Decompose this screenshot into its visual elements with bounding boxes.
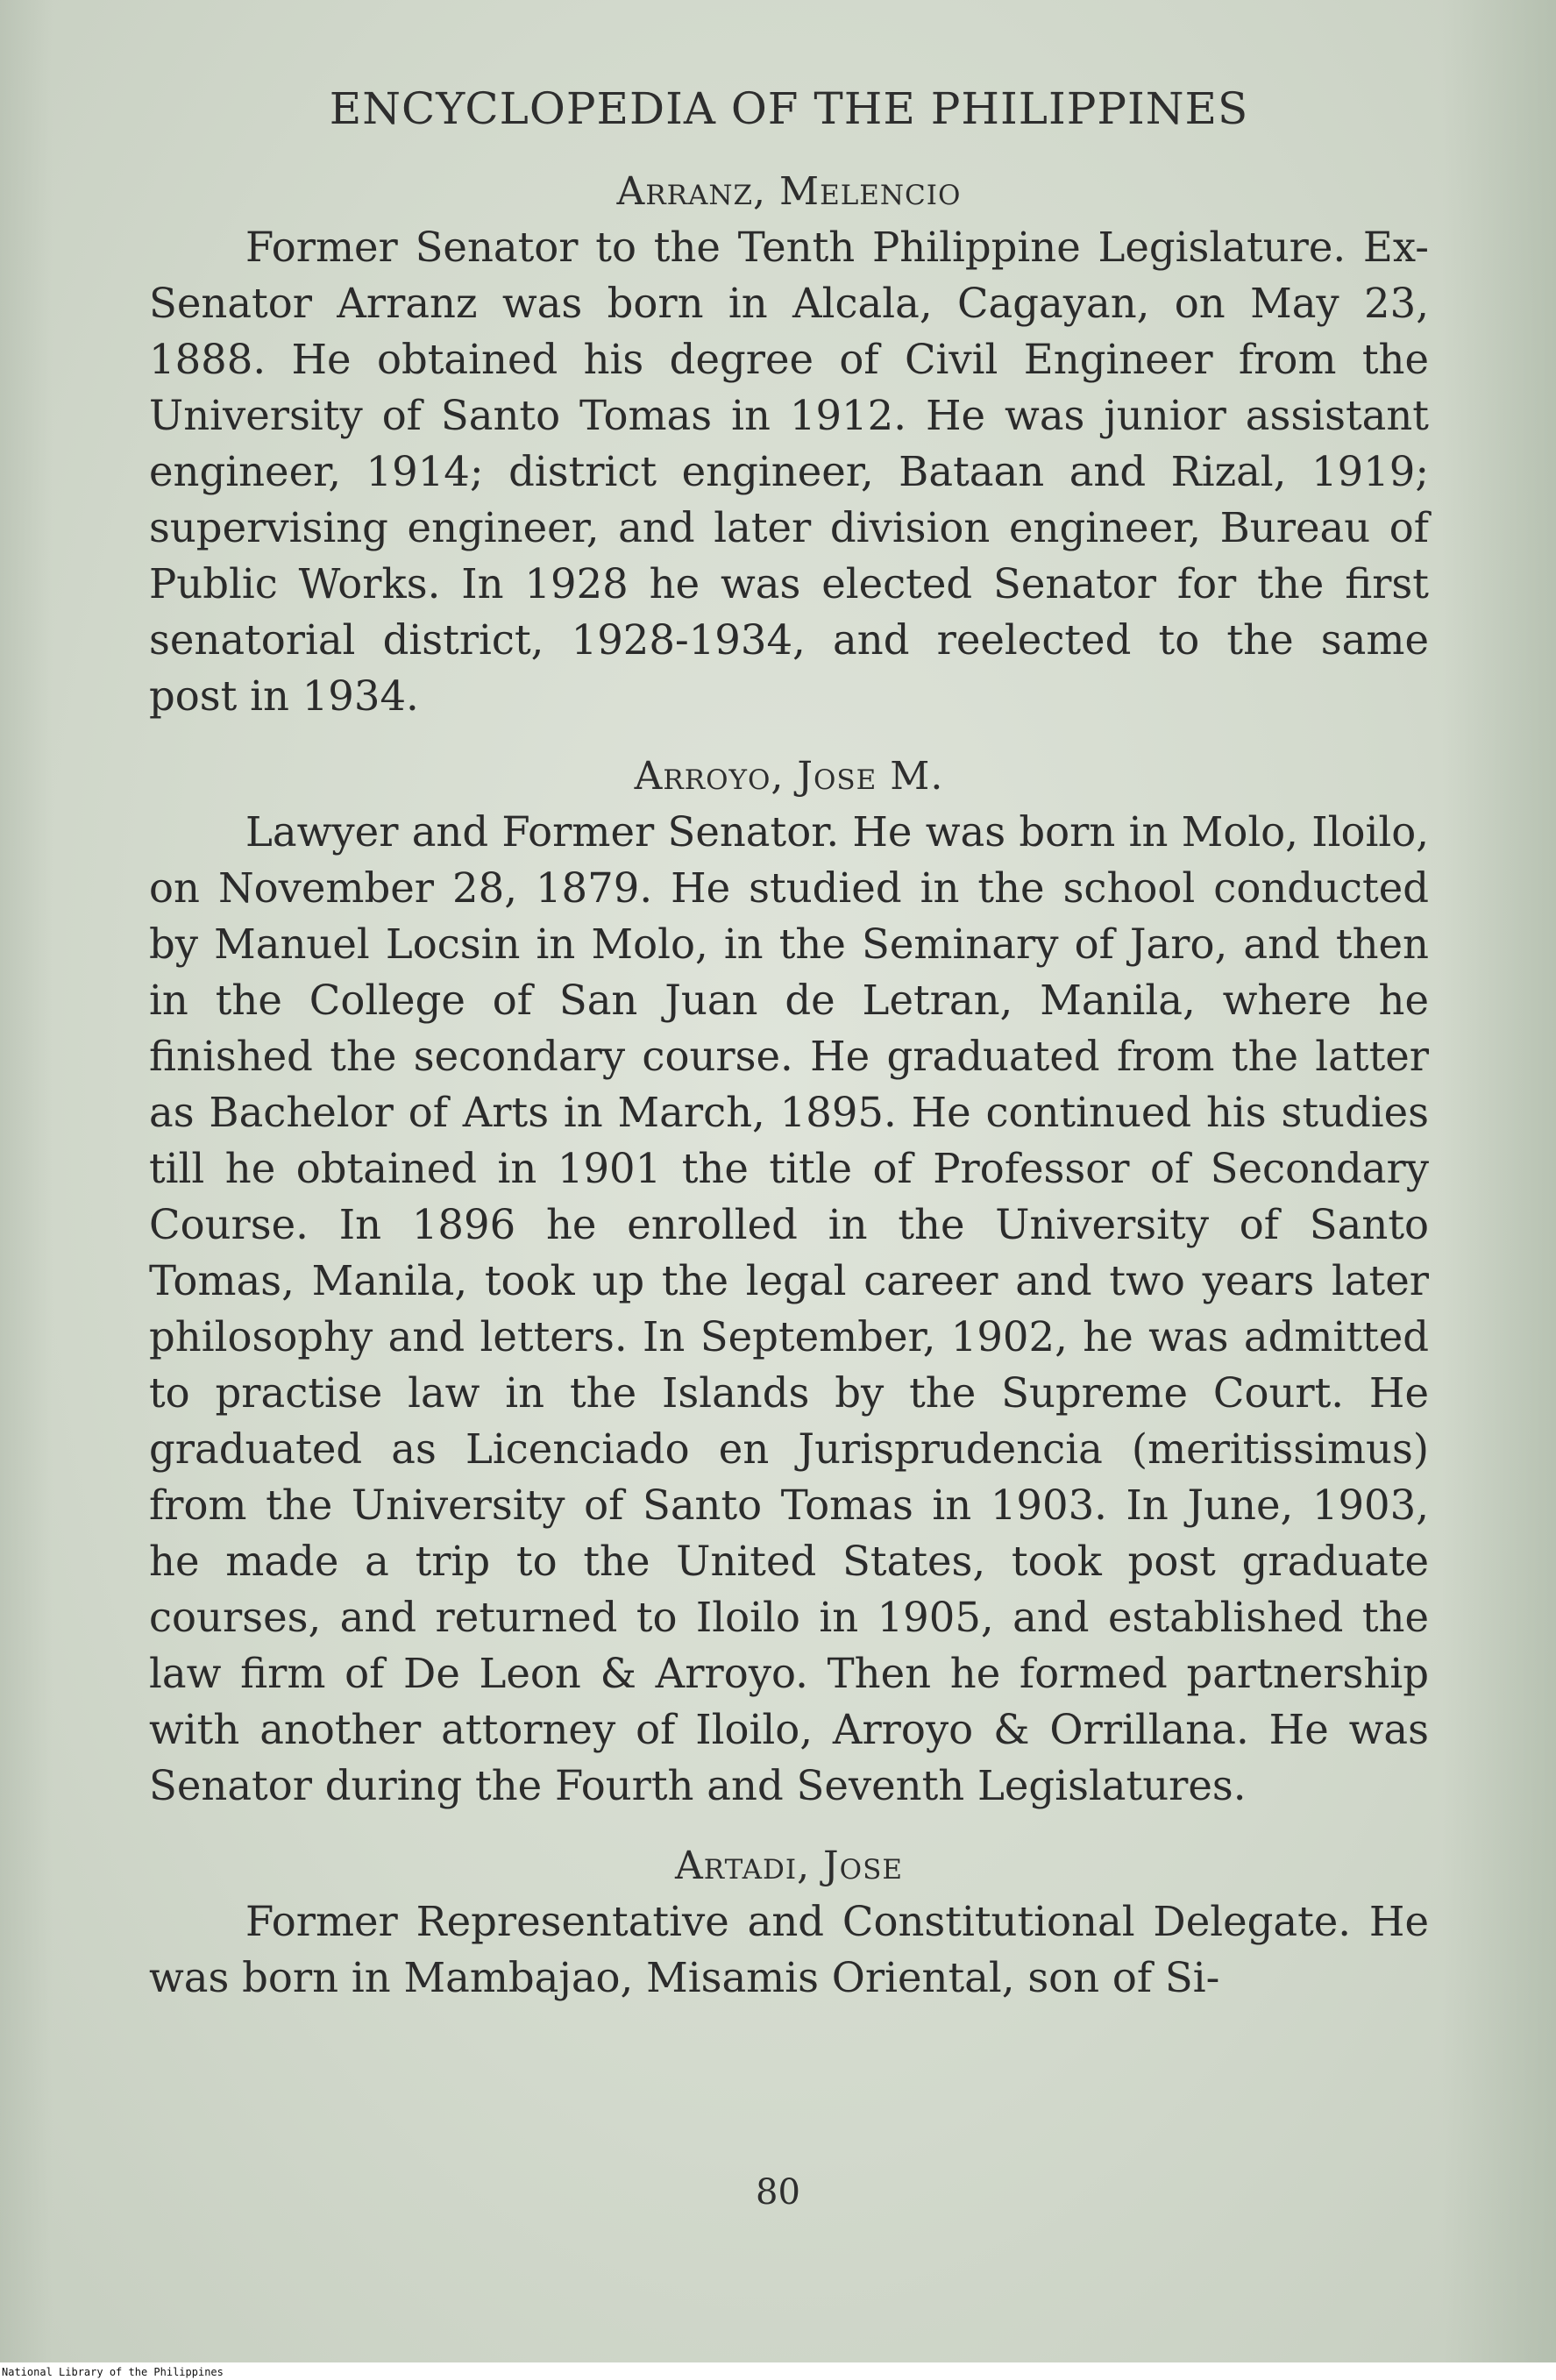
entry-heading: Arranz, Melencio — [616, 169, 962, 214]
entry-arranz — [149, 169, 1429, 724]
library-credit: National Library of the Philippines — [2, 2366, 224, 2378]
page-content — [149, 83, 1429, 2035]
entry-artadi — [149, 1844, 1429, 2006]
page-number: 80 — [756, 2172, 800, 2213]
entry-body: Former Representative and Constitutional Delegate. He was born in Mambajao, Misamis Oriental, son of Si- — [149, 1898, 1429, 2001]
entry-body: Lawyer and Former Senator. He was born in Molo, Iloilo, on November 28, 1879. He studied in the school conducted by Manuel Locsin in Molo, in the Seminary of Jaro, and then in the College of San Juan de Letran, Manila, where he finished the secondary course. He graduated from the latter as Bachelor of Arts in March, 1895. He continued his studies till he obtained in 1901 the title of Professor of Secondary Course. In 1896 he enrolled in the University of Santo Tomas, Manila, took up the legal career and two years later philosophy and letters. In September, 1902, he was admitted to practise law in the Islands by the Supreme Court. He graduated as Licenciado en Jurisprudencia (meritissimus) from the University of Santo Tomas in 1903. In June, 1903, he made a trip to the United States, took post graduate courses, and returned to Iloilo in 1905, and established the law firm of De Leon & Arroyo. Then he formed partnership with another attorney of Iloilo, Arroyo & Orrillana. He was Senator during the Fourth and Seventh Legislatures. — [149, 808, 1429, 1809]
entry-heading: Arroyo, Jose M. — [634, 754, 944, 799]
page-left-shadow — [0, 0, 53, 2362]
entry-heading: Artadi, Jose — [675, 1844, 903, 1888]
entry-arroyo — [149, 754, 1429, 1814]
page-right-shadow — [1442, 0, 1556, 2362]
running-title: ENCYCLOPEDIA OF THE PHILIPPINES — [329, 83, 1249, 134]
entry-body: Former Senator to the Tenth Philippine Legislature. Ex-Senator Arranz was born in Alcala, Cagayan, on May 23, 1888. He obtained his degree of Civil Engineer from the University of Santo Tomas in 1912. He was junior assistant engineer, 1914; district engineer, Bataan and Rizal, 1919; supervising engineer, and later division engineer, Bureau of Public Works. In 1928 he was elected Senator for the first senatorial district, 1928-1934, and reelected to the same post in 1934. — [149, 224, 1429, 720]
